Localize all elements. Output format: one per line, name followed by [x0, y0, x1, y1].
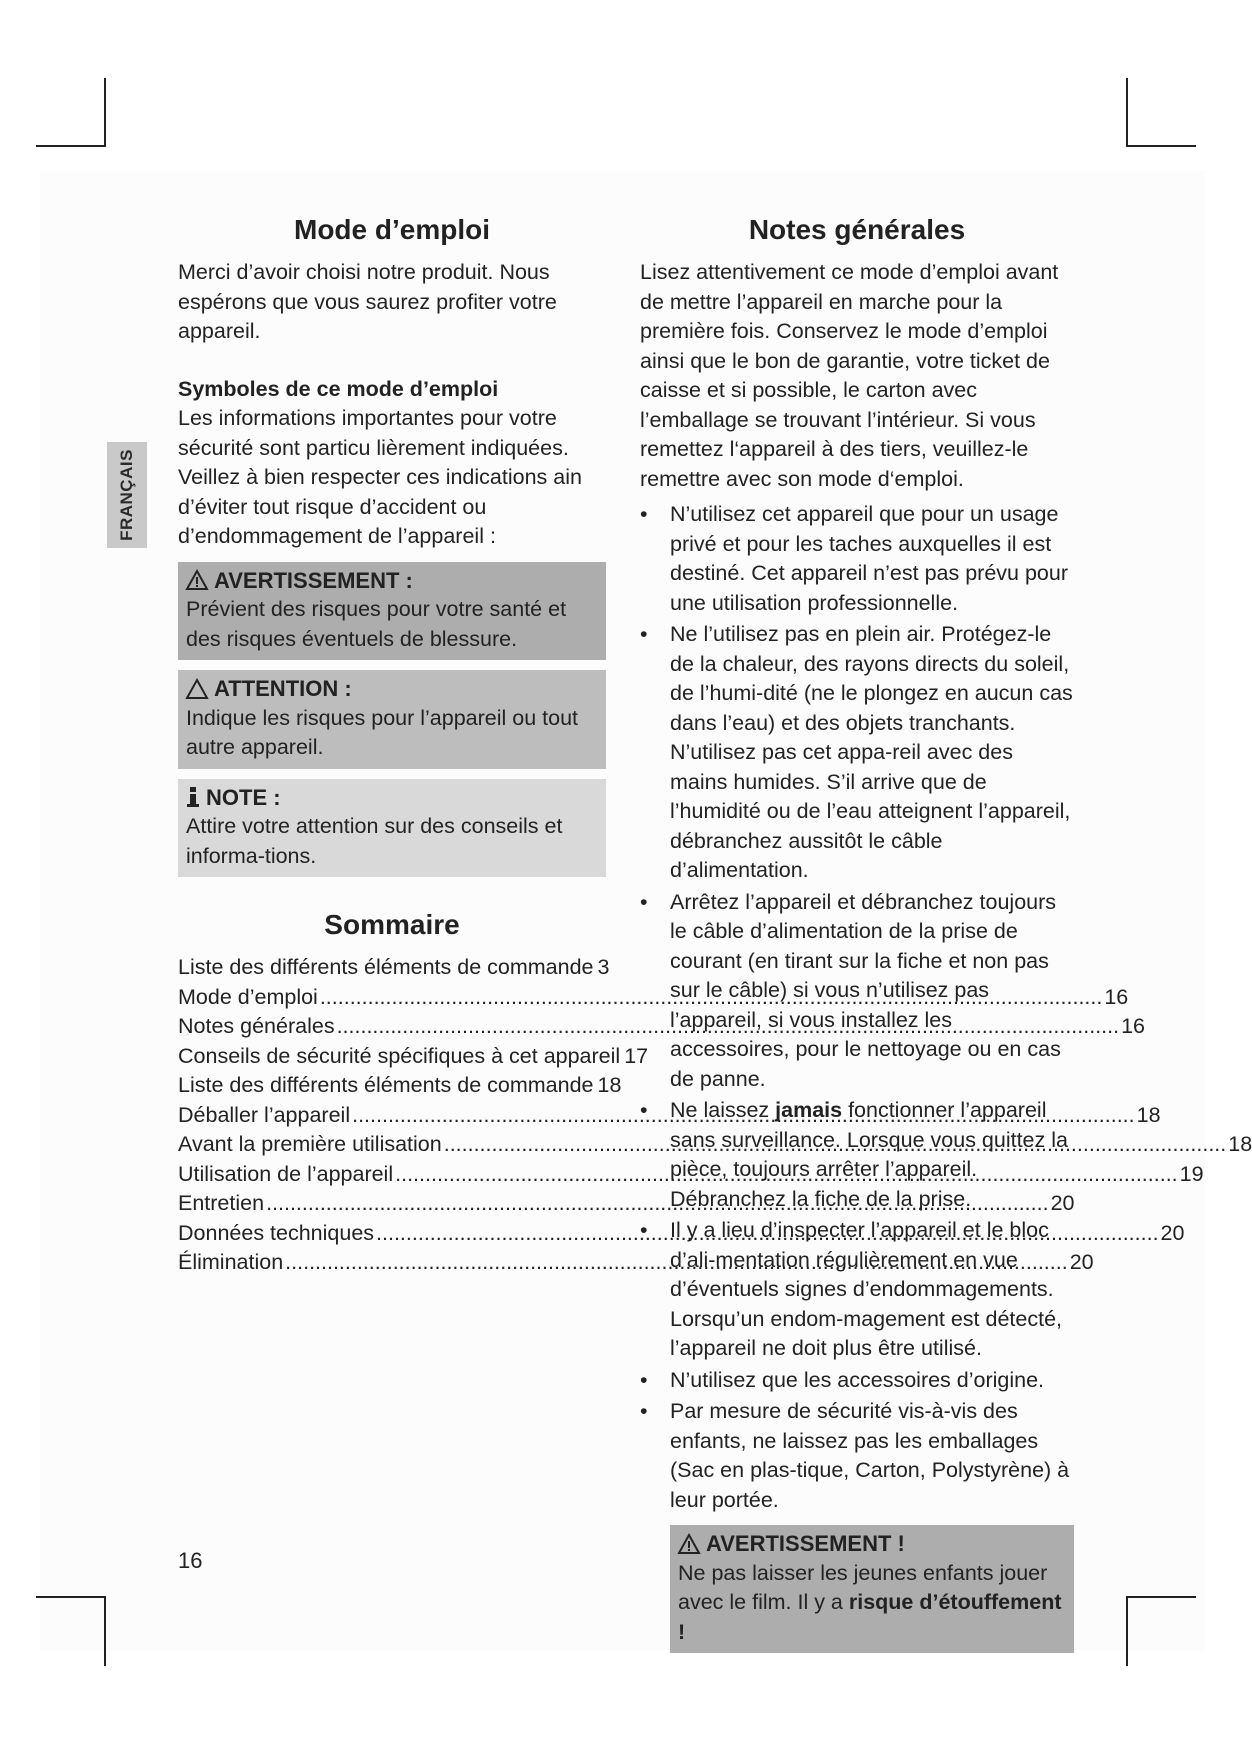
- toc-page: 20: [1069, 1250, 1094, 1274]
- note-box-title: NOTE :: [206, 784, 281, 810]
- list-item: • Il y a lieu d’inspecter l’appareil et le bloc d’ali-mentation régulièrement en vue d’éventuels signes d’endommagements. Lorsqu’un endom-magement est détecté, l’appareil ne doit plus être utilisé.: [640, 1216, 1074, 1364]
- toc-entry[interactable]: [178, 1101, 1161, 1131]
- info-icon: [186, 786, 200, 808]
- warning-triangle-icon: [186, 570, 208, 590]
- crop-mark-top-right-v: [1126, 78, 1128, 146]
- warning-triangle-icon: [678, 1534, 700, 1554]
- section-title-mode-emploi: Mode d’emploi: [294, 214, 490, 245]
- toc-label: Déballer l’appareil: [178, 1102, 351, 1127]
- warning-box: [178, 562, 606, 661]
- toc-label: Entretien: [178, 1191, 265, 1215]
- toc-label: Mode d’emploi: [178, 984, 318, 1009]
- toc-page: 20: [1160, 1220, 1185, 1245]
- list-item: • N’utilisez cet appareil que pour un usage privé et pour les taches auxquelles il est destiné. Cet appareil n’est pas prévu pour une utilisation professionnelle.: [640, 500, 1074, 618]
- toc-entry[interactable]: [178, 1071, 622, 1101]
- warning-box-text: Prévient des risques pour votre santé et des risques éventuels de blessure.: [186, 597, 567, 651]
- toc-label: Notes générales: [178, 1014, 335, 1038]
- toc-entry[interactable]: [178, 983, 1129, 1013]
- safety-list: [640, 500, 1074, 1515]
- page-number: 16: [178, 1548, 203, 1573]
- attention-box-text: Indique les risques pour l’appareil ou tout autre appareil.: [186, 705, 579, 759]
- toc-label: Liste des différents éléments de commande: [178, 1073, 594, 1097]
- list-item: • Arrêtez l’appareil et débranchez toujours le câble d’alimentation de la prise de courant (en tirant sur la fiche et non pas sur le câble) si vous n’utilisez pas l’appareil, si vous installez les accessoires, pour le nettoyage ou en cas de panne.: [640, 888, 1074, 1095]
- toc-page: 18: [1136, 1102, 1161, 1127]
- language-tab: [107, 442, 147, 548]
- toc-label: Liste des différents éléments de commande: [178, 955, 594, 979]
- crop-mark-bottom-right-v: [1126, 1596, 1128, 1666]
- toc-entry[interactable]: [178, 1012, 1146, 1042]
- list-item: • Par mesure de sécurité vis-à-vis des enfants, ne laissez pas les emballages (Sac en plas-tique, Carton, Polystyrène) à leur portée.: [640, 1397, 1074, 1515]
- symbols-text: Les informations importantes pour votre sécurité sont particu lièrement indiquées. Veillez à bien respecter ces indications ain d’éviter tout risque d’accident ou d’endommagement de l’appareil :: [178, 406, 582, 548]
- toc-page: 16: [1121, 1014, 1146, 1038]
- attention-triangle-icon: [186, 679, 208, 699]
- crop-mark-top-left-h: [36, 145, 106, 147]
- choking-warning-text: Ne pas laisser les jeunes enfants jouer avec le film. Il y a risque d’étouffement !: [678, 1560, 1062, 1644]
- toc-label: Utilisation de l’appareil: [178, 1161, 394, 1186]
- toc-entry[interactable]: [178, 1130, 1252, 1160]
- toc-entry[interactable]: [178, 953, 610, 983]
- note-box-text: Attire votre attention sur des conseils et informa-tions.: [186, 814, 563, 868]
- toc-label: Élimination: [178, 1250, 284, 1274]
- toc-page: 18: [597, 1073, 622, 1097]
- crop-mark-bottom-left-h: [36, 1596, 106, 1598]
- toc-page: 18: [1228, 1132, 1252, 1156]
- crop-mark-top-left-v: [104, 78, 106, 146]
- intro-text: Merci d’avoir choisi notre produit. Nous espérons que vous saurez profiter votre appareil.: [178, 260, 557, 343]
- right-column: [640, 210, 1074, 1653]
- choking-warning-title: AVERTISSEMENT !: [706, 1531, 905, 1556]
- crop-mark-top-right-h: [1126, 145, 1196, 147]
- toc-page: 19: [1179, 1161, 1204, 1186]
- toc-page: 20: [1050, 1191, 1075, 1215]
- toc-entry[interactable]: [178, 1160, 1204, 1190]
- list-item: • N’utilisez que les accessoires d’origine.: [640, 1366, 1074, 1396]
- attention-box: [178, 670, 606, 769]
- toc-label: Avant la première utilisation: [178, 1132, 442, 1156]
- attention-box-title: ATTENTION :: [214, 676, 352, 701]
- language-tab-label: FRANÇAIS: [117, 449, 136, 541]
- choking-warning-box: [670, 1525, 1074, 1653]
- toc-entry[interactable]: [178, 1248, 1094, 1278]
- toc-entry[interactable]: [178, 1042, 649, 1072]
- symbols-heading: Symboles de ce mode d’emploi: [178, 376, 499, 401]
- list-item: • Ne l’utilisez pas en plein air. Protégez-le de la chaleur, des rayons directs du soleil, de l’humi-dité (ne le plongez en aucun cas dans l’eau) et des objets tranchants. N’utilisez pas cet appa-reil avec des mains humides. S’il arrive que de l’humidité ou de l’eau atteignent l’appareil, débranchez aussitôt le câble d’alimentation.: [640, 620, 1074, 886]
- note-box: [178, 779, 606, 878]
- crop-mark-bottom-right-h: [1126, 1596, 1196, 1598]
- general-notes-intro: Lisez attentivement ce mode d’emploi avant de mettre l’appareil en marche pour la première fois. Conservez le mode d’emploi ainsi que le bon de garantie, votre ticket de caisse et si possible, le carton avec l’emballage se trouvant l’intérieur. Si vous remettez l‘appareil à des tiers, veuillez-le remettre avec son mode d‘emploi.: [640, 260, 1059, 491]
- section-title-notes-generales: Notes générales: [748, 214, 966, 245]
- list-item: • Ne laissez jamais fonctionner l’appareil sans surveillance. Lorsque vous quittez la pièce, toujours arrêter l’appareil. Débranchez la fiche de la prise.: [640, 1096, 1074, 1214]
- toc-page: 16: [1104, 984, 1129, 1009]
- toc-label: Données techniques: [178, 1220, 375, 1245]
- toc-page: 17: [624, 1043, 649, 1068]
- warning-box-title: AVERTISSEMENT :: [214, 567, 413, 593]
- toc-label: Conseils de sécurité spécifiques à cet appareil: [178, 1043, 621, 1068]
- section-title-sommaire: Sommaire: [324, 909, 460, 940]
- toc-page: 3: [597, 955, 610, 979]
- crop-mark-bottom-left-v: [104, 1596, 106, 1666]
- toc-entry[interactable]: [178, 1219, 1185, 1249]
- toc-entry[interactable]: [178, 1189, 1075, 1219]
